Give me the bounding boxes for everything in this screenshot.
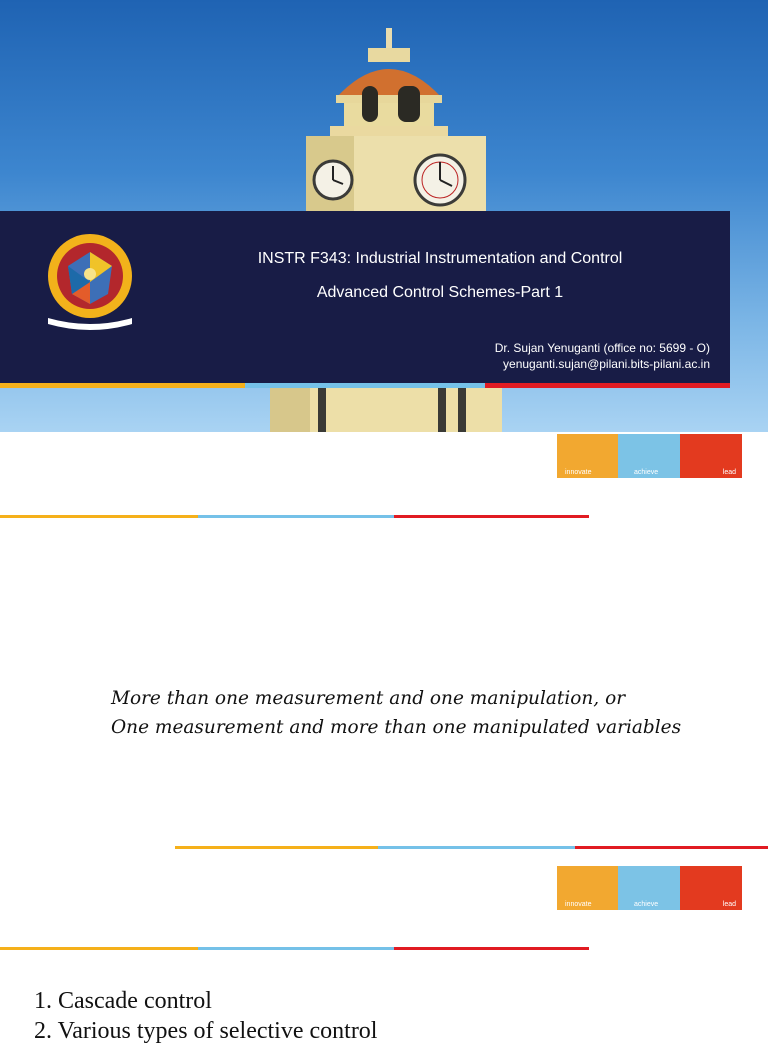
brand-lead	[680, 434, 742, 478]
brand-achieve-label-2: achieve	[634, 901, 659, 908]
divider-line-mid	[175, 846, 768, 849]
quote-line-1: More than one measurement and one manipulation, or	[111, 688, 626, 709]
author-line: Dr. Sujan Yenuganti (office no: 5699 - O)	[494, 341, 710, 355]
brand-strip-bottom	[557, 866, 742, 910]
slide-quote	[111, 684, 681, 742]
brand-innovate-2	[557, 866, 618, 910]
author-email: yenuganti.sujan@pilani.bits-pilani.ac.in	[503, 357, 710, 371]
list-item-selective: 2. Various types of selective control	[34, 1018, 378, 1044]
institute-logo	[20, 232, 160, 332]
brand-lead-label: lead	[722, 469, 736, 476]
author-block	[495, 340, 710, 372]
title-slide	[0, 0, 768, 432]
quote-line-2: One measurement and more than one manipulated variables	[111, 717, 682, 738]
divider-line-top	[0, 515, 589, 518]
scheme-list	[34, 986, 377, 1046]
banner-stripe	[0, 383, 730, 388]
brand-strip-top	[557, 434, 742, 478]
brand-achieve-2	[618, 866, 680, 910]
brand-achieve	[618, 434, 680, 478]
deck-title: Advanced Control Schemes-Part 1	[316, 284, 564, 301]
brand-achieve-label: achieve	[634, 469, 659, 476]
divider-line-bottom	[0, 947, 589, 950]
brand-lead-label-2: lead	[722, 901, 736, 908]
brand-innovate-label: innovate	[565, 469, 592, 476]
brand-lead-2	[680, 866, 742, 910]
brand-innovate	[557, 434, 618, 478]
brand-innovate-label-2: innovate	[565, 901, 592, 908]
list-item-cascade: 1. Cascade control	[34, 988, 212, 1014]
course-title: INSTR F343: Industrial Instrumentation and Control	[257, 250, 623, 267]
